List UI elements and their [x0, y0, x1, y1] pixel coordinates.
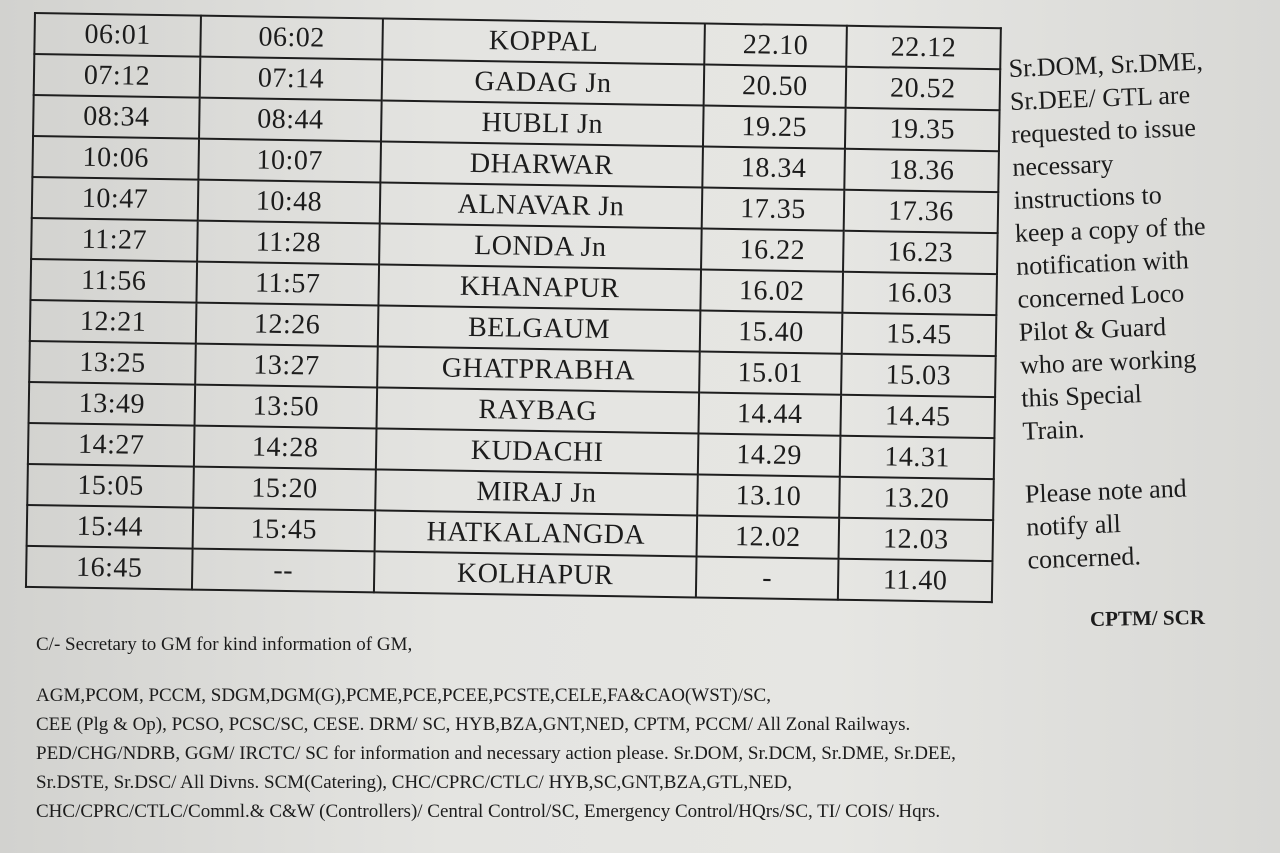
note-line: Train.: [1022, 414, 1085, 446]
return-arrival-cell: 12.02: [697, 515, 840, 558]
station-cell: RAYBAG: [377, 387, 700, 433]
return-departure-cell: 13.20: [839, 477, 994, 520]
return-departure-cell: 19.35: [845, 108, 1000, 151]
arrival-time-cell: 16:45: [26, 546, 193, 590]
return-arrival-cell: 16.02: [700, 270, 843, 313]
return-arrival-cell: 22.10: [704, 24, 847, 67]
departure-time-cell: 12:26: [196, 303, 379, 347]
return-departure-cell: 14.31: [840, 436, 995, 479]
departure-time-cell: 13:50: [195, 385, 378, 429]
return-arrival-cell: 13.10: [697, 474, 840, 517]
departure-time-cell: 07:14: [200, 57, 383, 101]
note-line: Please note and: [1024, 473, 1188, 509]
arrival-time-cell: 14:27: [28, 423, 195, 467]
departure-time-cell: 15:45: [193, 508, 376, 552]
station-cell: LONDA Jn: [379, 223, 702, 269]
distribution-line: AGM,PCOM, PCCM, SDGM,DGM(G),PCME,PCE,PCEE,PCSTE,CELE,FA&CAO(WST)/SC,: [36, 685, 771, 706]
return-departure-cell: 20.52: [846, 67, 1001, 110]
note-line: necessary: [1011, 149, 1114, 182]
distribution-list: [36, 681, 1236, 826]
station-cell: ALNAVAR Jn: [380, 182, 703, 228]
return-departure-cell: 16.03: [842, 272, 997, 315]
return-departure-cell: 15.03: [841, 354, 996, 397]
station-cell: DHARWAR: [380, 141, 703, 187]
return-departure-cell: 12.03: [839, 518, 994, 561]
distribution-line: PED/CHG/NDRB, GGM/ IRCTC/ SC for information and necessary action please. Sr.DOM, Sr.DCM, Sr.DME, Sr.DEE,: [36, 743, 956, 764]
arrival-time-cell: 06:01: [34, 13, 201, 57]
note-line: who are working: [1019, 344, 1197, 380]
departure-time-cell: 15:20: [193, 467, 376, 511]
return-arrival-cell: 19.25: [703, 106, 846, 149]
arrival-time-cell: 11:27: [31, 218, 198, 262]
return-arrival-cell: 14.29: [698, 433, 841, 476]
station-cell: KOPPAL: [382, 18, 705, 64]
note-line: notify all: [1025, 509, 1122, 542]
distribution-line: CEE (Plg & Op), PCSO, PCSC/SC, CESE. DRM/ SC, HYB,BZA,GNT,NED, CPTM, PCCM/ All Zonal Railways.: [36, 714, 911, 735]
station-cell: KUDACHI: [376, 428, 699, 474]
return-departure-cell: 22.12: [846, 26, 1001, 69]
departure-time-cell: 14:28: [194, 426, 377, 470]
departure-time-cell: 13:27: [195, 344, 378, 388]
arrival-time-cell: 07:12: [34, 54, 201, 98]
departure-time-cell: 11:28: [197, 221, 380, 265]
notify-paragraph: [1024, 468, 1280, 577]
return-departure-cell: 14.45: [840, 395, 995, 438]
timetable: [25, 12, 1002, 603]
return-arrival-cell: 15.01: [699, 351, 842, 394]
station-cell: MIRAJ Jn: [375, 469, 698, 515]
note-line: keep a copy of the: [1014, 211, 1206, 248]
arrival-time-cell: 15:44: [27, 505, 194, 549]
return-arrival-cell: 20.50: [704, 65, 847, 108]
note-line: Pilot & Guard: [1018, 312, 1167, 347]
arrival-time-cell: 11:56: [30, 259, 197, 303]
station-cell: HATKALANGDA: [375, 510, 698, 556]
station-cell: HUBLI Jn: [381, 100, 704, 146]
station-cell: KOLHAPUR: [374, 551, 697, 597]
departure-time-cell: 08:44: [199, 98, 382, 142]
note-line: concerned.: [1026, 541, 1142, 575]
return-arrival-cell: 14.44: [698, 392, 841, 435]
return-departure-cell: 18.36: [844, 149, 999, 192]
note-line: Sr.DOM, Sr.DME,: [1008, 46, 1204, 83]
distribution-line: Sr.DSTE, Sr.DSC/ All Divns. SCM(Catering), CHC/CPRC/CTLC/ HYB,SC,GNT,BZA,GTL,NED,: [36, 772, 793, 793]
note-line: Sr.DEE/ GTL are: [1009, 80, 1191, 116]
note-line: this Special: [1020, 379, 1143, 413]
note-line: concerned Loco: [1016, 278, 1185, 314]
departure-time-cell: 10:07: [198, 139, 381, 183]
cc-line: C/- Secretary to GM for kind information of GM,: [36, 634, 413, 655]
return-arrival-cell: 15.40: [700, 311, 843, 354]
distribution-line: CHC/CPRC/CTLC/Comml.& C&W (Controllers)/ Central Control/SC, Emergency Control/HQrs/SC, TI/ COIS/ Hqrs.: [36, 801, 941, 822]
timetable-body: [26, 13, 1001, 602]
station-cell: GADAG Jn: [382, 59, 705, 105]
arrival-time-cell: 12:21: [30, 300, 197, 344]
note-line: notification with: [1015, 245, 1190, 281]
arrival-time-cell: 13:25: [29, 341, 196, 385]
return-departure-cell: 15.45: [842, 313, 997, 356]
return-arrival-cell: 17.35: [702, 188, 845, 231]
return-departure-cell: 11.40: [838, 559, 993, 602]
instruction-paragraph: [1008, 42, 1280, 448]
note-line: instructions to: [1013, 180, 1163, 215]
station-cell: BELGAUM: [378, 305, 701, 351]
departure-time-cell: 11:57: [196, 262, 379, 306]
arrival-time-cell: 08:34: [33, 95, 200, 139]
station-cell: GHATPRABHA: [377, 346, 700, 392]
departure-time-cell: 10:48: [198, 180, 381, 224]
arrival-time-cell: 10:06: [32, 136, 199, 180]
signature-designation: CPTM/ SCR: [1089, 604, 1206, 632]
return-departure-cell: 16.23: [843, 231, 998, 274]
arrival-time-cell: 10:47: [32, 177, 199, 221]
arrival-time-cell: 13:49: [29, 382, 196, 426]
instruction-note: [1008, 42, 1280, 577]
return-departure-cell: 17.36: [844, 190, 999, 233]
arrival-time-cell: 15:05: [27, 464, 194, 508]
station-cell: KHANAPUR: [378, 264, 701, 310]
note-line: requested to issue: [1010, 112, 1197, 149]
return-arrival-cell: 18.34: [702, 147, 845, 190]
departure-time-cell: --: [192, 549, 375, 593]
copy-distribution: [36, 630, 1236, 826]
return-arrival-cell: -: [696, 556, 839, 599]
return-arrival-cell: 16.22: [701, 229, 844, 272]
departure-time-cell: 06:02: [200, 16, 383, 60]
